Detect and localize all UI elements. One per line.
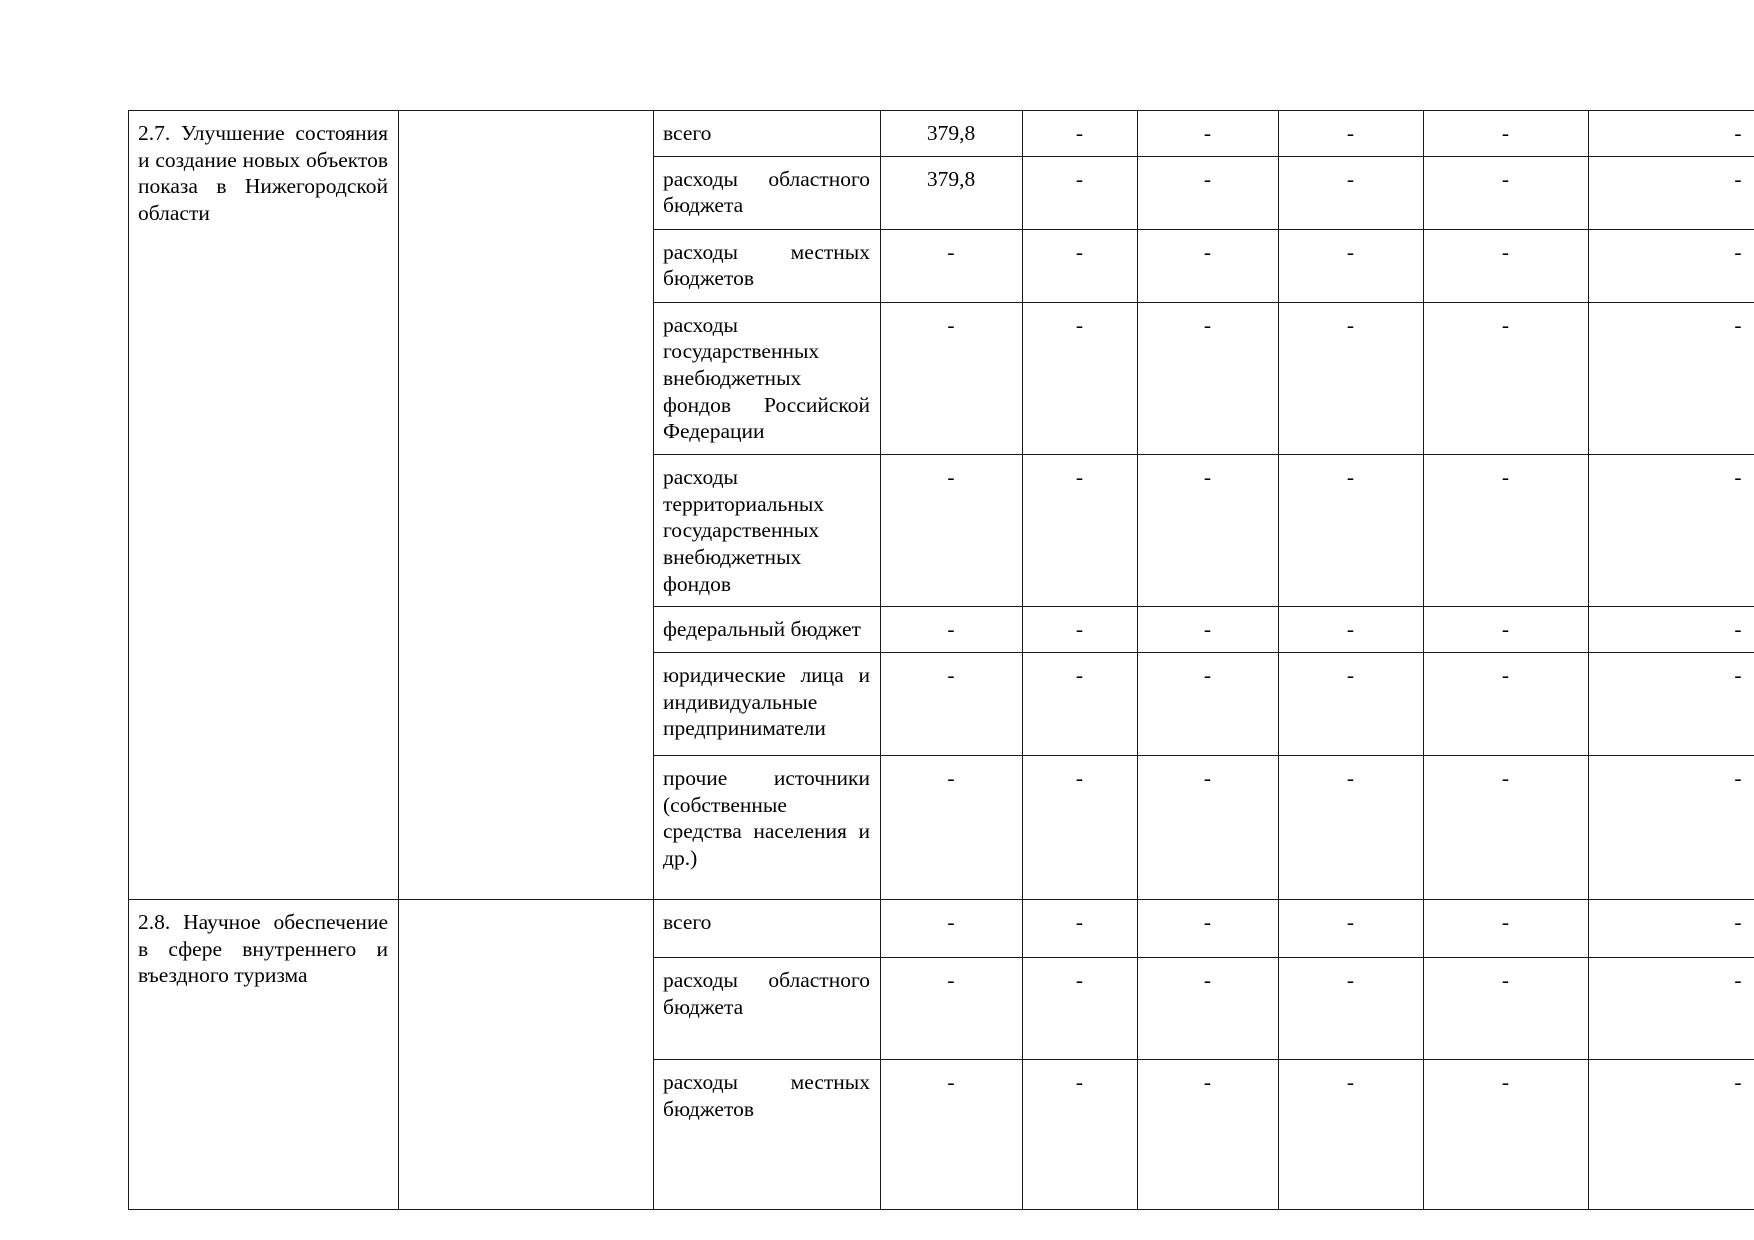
value-year-4: - (1424, 454, 1589, 606)
value-year-4: - (1424, 1059, 1589, 1209)
value-year-3: - (1279, 111, 1424, 157)
table-row (129, 111, 1754, 157)
value-year-5: - (1589, 899, 1754, 957)
value-year-3: - (1279, 652, 1424, 755)
value-year-4: - (1424, 755, 1589, 899)
value-total: - (881, 899, 1023, 957)
value-year-1: - (1023, 607, 1138, 653)
value-year-5: - (1589, 454, 1754, 606)
value-year-5: - (1589, 111, 1754, 157)
value-year-4: - (1424, 111, 1589, 157)
value-year-2: - (1138, 899, 1279, 957)
value-year-2: - (1138, 957, 1279, 1059)
source-label: расходы областного бюджета (654, 156, 881, 229)
activity-cell-2-8: 2.8. Научное обеспечение в сфере внутреннего и въездного туризма (129, 899, 399, 1209)
value-year-1: - (1023, 156, 1138, 229)
source-label: расходы территориальных государственных внебюджетных фондов (654, 454, 881, 606)
value-year-5: - (1589, 156, 1754, 229)
value-year-1: - (1023, 111, 1138, 157)
value-year-1: - (1023, 899, 1138, 957)
value-year-5: - (1589, 302, 1754, 454)
value-year-2: - (1138, 607, 1279, 653)
value-year-3: - (1279, 755, 1424, 899)
value-year-3: - (1279, 156, 1424, 229)
value-year-2: - (1138, 652, 1279, 755)
value-total: - (881, 454, 1023, 606)
value-year-4: - (1424, 156, 1589, 229)
value-total: - (881, 957, 1023, 1059)
value-year-5: - (1589, 957, 1754, 1059)
value-total: - (881, 1059, 1023, 1209)
value-year-2: - (1138, 454, 1279, 606)
value-year-1: - (1023, 454, 1138, 606)
value-year-2: - (1138, 302, 1279, 454)
value-year-5: - (1589, 652, 1754, 755)
value-total: 379,8 (881, 111, 1023, 157)
value-year-4: - (1424, 652, 1589, 755)
value-year-1: - (1023, 229, 1138, 302)
value-total: 379,8 (881, 156, 1023, 229)
value-year-5: - (1589, 1059, 1754, 1209)
value-year-5: - (1589, 607, 1754, 653)
value-year-1: - (1023, 652, 1138, 755)
value-year-1: - (1023, 1059, 1138, 1209)
value-year-2: - (1138, 229, 1279, 302)
source-label: расходы местных бюджетов (654, 1059, 881, 1209)
value-year-2: - (1138, 156, 1279, 229)
source-label: расходы местных бюджетов (654, 229, 881, 302)
source-label: всего (654, 111, 881, 157)
source-label: юридические лица и индивидуальные предприниматели (654, 652, 881, 755)
value-year-5: - (1589, 755, 1754, 899)
value-year-1: - (1023, 957, 1138, 1059)
value-year-2: - (1138, 755, 1279, 899)
value-year-3: - (1279, 899, 1424, 957)
value-total: - (881, 652, 1023, 755)
source-label: расходы государственных внебюджетных фондов Российской Федерации (654, 302, 881, 454)
value-year-3: - (1279, 229, 1424, 302)
executor-cell-2-8 (399, 899, 654, 1209)
value-year-3: - (1279, 607, 1424, 653)
value-year-4: - (1424, 899, 1589, 957)
value-year-1: - (1023, 302, 1138, 454)
value-year-2: - (1138, 111, 1279, 157)
source-label: прочие источники (собственные средства населения и др.) (654, 755, 881, 899)
value-year-1: - (1023, 755, 1138, 899)
source-label: всего (654, 899, 881, 957)
value-year-2: - (1138, 1059, 1279, 1209)
source-label: расходы областного бюджета (654, 957, 881, 1059)
value-total: - (881, 755, 1023, 899)
source-label: федеральный бюджет (654, 607, 881, 653)
activity-cell-2-7: 2.7. Улучшение состояния и создание новых объектов показа в Нижегородской области (129, 111, 399, 900)
value-total: - (881, 302, 1023, 454)
value-year-3: - (1279, 957, 1424, 1059)
value-year-4: - (1424, 229, 1589, 302)
value-total: - (881, 607, 1023, 653)
value-total: - (881, 229, 1023, 302)
value-year-5: - (1589, 229, 1754, 302)
executor-cell-2-7 (399, 111, 654, 900)
value-year-3: - (1279, 302, 1424, 454)
value-year-4: - (1424, 957, 1589, 1059)
value-year-3: - (1279, 1059, 1424, 1209)
value-year-4: - (1424, 302, 1589, 454)
value-year-4: - (1424, 607, 1589, 653)
value-year-3: - (1279, 454, 1424, 606)
budget-financing-table (128, 110, 1754, 1210)
table-clip-region (128, 110, 1754, 1210)
table-row (129, 899, 1754, 957)
